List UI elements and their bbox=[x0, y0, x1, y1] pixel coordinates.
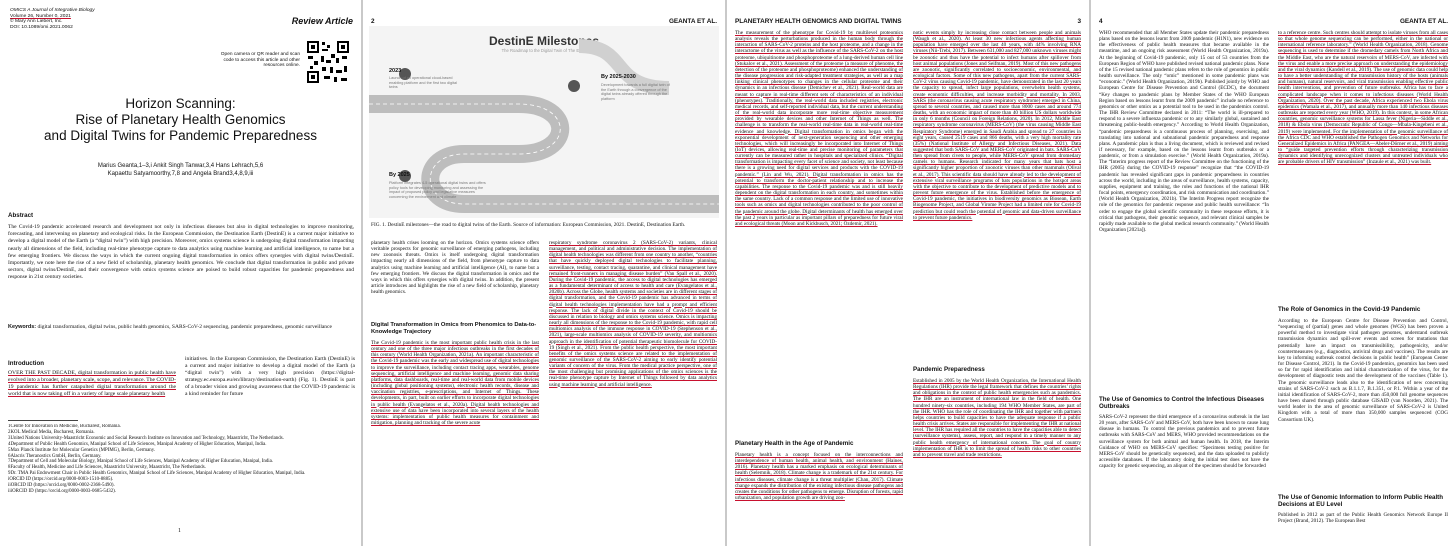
footnote: iiiORCID ID (https://orcid.org/0000-0003-0685-5432). bbox=[8, 488, 117, 494]
intro-left: OVER THE PAST DECADE, digital transformation in public health have evolved into a broader, planetary scale, scope, and relevance. The COVID-19 pandemic has further catapulted digital transformation around the world that is now taking off in a variety of large scale planetary health bbox=[8, 370, 176, 398]
col2b-text: Established in 2005 by the World Health Organization, the International Health Regulations (IHR) provide the legal framework that defines the countries’ rights and obligations in the context of public health emergencies such as pandemics. The IHR are an instrument of international law in the field of health. One hundred ninety-six countries, including 194 WHO Member States, are part of the IHR. WHO has the role of coordinating the IHR and together with partners helps countries to build capacities to have the adequate response if a public health crisis arrives. States are responsible for implementing the IHR at national level. The IHR has required all the countries to have the capacities able to detect (surveillance systems), assess, report, and respond in a timely manner to any public health emergency of international concern. The goal of country implementation of IHR is to limit the spread of health risks to other countries and to prevent travel and trade restrictions. bbox=[913, 378, 1081, 458]
milestone-year: 2023 bbox=[389, 68, 402, 74]
journal-name: OMICS A Journal of Integrative Biology bbox=[10, 8, 95, 13]
running-head: GEANTA ET AL. bbox=[1399, 18, 1448, 25]
milestone-text: Development towards a full digital twin of the Earth through a convergence of the digital twins already offered through the platform bbox=[601, 83, 670, 101]
figure-subtitle: The Roadmap to the Digital Twin of The Earth bbox=[501, 48, 587, 53]
page-number: 2 bbox=[371, 18, 375, 25]
journal-volume: Volume 26, Number 0, 2021 bbox=[10, 13, 71, 19]
footnote: 3United Nations University-Maastricht Economic and Social Research Institute on Innovation and Technology, Maastricht, The Netherlands. bbox=[8, 435, 284, 441]
title-line-2: Rise of Planetary Health Genomics bbox=[75, 112, 286, 127]
section-heading: The Use of Genomic Information to Inform Public Health Decisions at EU Level bbox=[1278, 494, 1444, 508]
figure-1 bbox=[369, 26, 719, 218]
col1b-text: Planetary health is a concept focused on the interconnections and interdependence of human health, animal health, and environment (Haines, 2016). Planetary health has a marked emphasis on ecological determinants of health (Selemnik, 2018). Climate change is a trademark of the 21st century. For infectious diseases, climate change is a threat multiplier (Chan, 2017). Climate change expands the distribution of the existing infectious disease pathogens and creates the conditions for other pathogens to emerge. Disruption of forests, rapid urbanization, and population growth are driving zoo- bbox=[735, 452, 903, 502]
footnote: 7Department of Cell and Molecular Biology, Manipal School of Life Sciences, Manipal Academy of Higher Education, Manipal, India. bbox=[8, 459, 274, 465]
col1b-text: SARS-CoV-2 represent the third emergence of a coronavirus outbreak in the last 20 years, after SARS-CoV and MERS-CoV, both have been known to cause lung disease in humans. To control the previous pandemics and to prevent future outbreaks with SARS-CoV and MERS, WHO provided recommendations on the surveillance system for both animal and human health. In 2018, the Interim Guidance of WHO on MERS-CoV specifies: “Specimens testing positive for MERS-CoV should be genetically sequenced, and the data uploaded to publicly accessible databases. If the laboratory doing the initial test does not have the capacity for genetic sequencing, an aliquot of the specimen should be forwarded bbox=[1099, 414, 1269, 470]
running-head: PLANETARY HEALTH GENOMICS AND DIGITAL TWINS bbox=[735, 18, 902, 25]
journal-info bbox=[10, 8, 95, 30]
title-line-1: Horizon Scanning: bbox=[125, 96, 236, 111]
footnotes bbox=[8, 424, 354, 528]
footnote: 9Dr. TMA Pai Endowment Chair in Public Health Genomics, Manipal School of Life Sciences, Manipal Academy of Higher Education, Manipal, India. bbox=[8, 471, 306, 477]
col1-text: WHO recommended that all Member States update their pandemic preparedness plans based on the lessons learnt from 2009 pandemic (H1N1), new evidence on the effectiveness of public health measures that became available in the meantime, and an ongoing risk assessment (World Health Organization, 2019a). At the beginning of Covid-19 pandemic, only 15 out of 53 countries from the European Region of WHO have published revised national pandemic plans. None of the 15 revised national pandemic plans refers to the role of genomics in public health surveillance. The only “omic” mentioned in some pandemic plans was “economic.” (World Health Organization, 2019b). Published jointly by WHO and European Centre for Disease Prevention and Control (ECDC), the document “Key changes to pandemic plans by Member States of the WHO European Region based on lessons learnt from the 2009 pandemic” include no reference to genomics or other omics as a potential tool to be used in the pandemics control. The IHR Review Committee declared in 2011: “The world is ill-prepared to respond to a severe influenza pandemic or to any similarly global, sustained and threatening public-health emergency.” According to World Health Organization, “pandemic preparedness is a continuous process of planning, exercising, and translating into national and subnational pandemic preparedness and response plans. A pandemic plan is thus a living document, which is reviewed and revised if necessary, for example, based on the lessons learnt from outbreaks or a pandemic, or from a simulation exercise.” (World Health Organization, 2019a). The “Interim progress report of the Review Committee on the functioning of the IHR (2005) during the COVID-19 response” recognize that “the COVID-19 pandemic has revealed significant gaps in pandemic preparedness in countries across the world, including in the areas of surveillance, health systems, capacity, supplies, equipment and training, the roles and functions of the national IHR focal points, emergency coordination, and risk communication and coordination.” (World Health Organization, 2021b). The Interim Progress report recognize the role of the genomics for pandemic response and public health surveillance: “In order to engage the global scientific community in these response efforts, it is critical that pathogens, their genomic sequence, and relevant clinical samples be rapidly made available to the global medical research community.” (World Health Organization [2021a]). bbox=[1099, 30, 1269, 233]
col1-text: The measurement of the phenotype for Covid-19 by multilevel proteomics analysis reveals the perturbations produced in the human body through the interaction of SARS-CoV-2 proteins and the host proteome, and a change in the interactome of the virus as well as the influence of the SARS-CoV-2 on the host proteome, ubiquitinome and phosphoproteome of a lung-derived human cell line (Stukalov et al., 2021). Assessment of the proteome (a measure of phenome, the detection of the proteome and phosphoproteome) enhanced the understanding of the disease progression and risk-adapted treatment strategies, as well as a map linking clinical phenotypes to changes in the cellular proteome and their dynamics in an infectious disease (Demichev et al., 2021). Real-world data are meant to capture in real-time different sets of characteristics of an individual (phenotypes). Traditionally, the real-world data included registries, electronic medical records, and self-reported individual data, but the current understanding of the real-world data incorporate more real-time objective measurement provided by wearable devices and other Internet of Things as well. The challenge is to transform the real-world real-time data in real-world real-time evidence and knowledge. Digital transformation in omics began with the exponential development of next-generation sequencing and other emerging technologies, which will increasingly be incorporated into Internet of Things (IoT) devices, allowing real-time and precise monitoring of parameters that currently can be measured rather in hospitals and specialized clinics. “Digital transformation is impacting every facet of science and society, not least because there is a growing need for digital services and products with the COVID-19 pandemic.” (Lin and Wu, 2021). Digital transformation in omics has the potential to transform the doctor-patient relationship and to increase the capabilities. The response to the Covid-19 pandemic was and is still heavily dependent on the digital transformation in each country, and sometimes within the same country. Lack of a common response and the limited use of innovative tools such as omics and digital technologies contributed to the poor control of the pandemic around the globe. Digital determinants of health has emerged over the past 2 years in particular as important pillars of preparedness for future viral and ecological threats (Moon and Kickbusch, 2021; Özdemir, 2021). bbox=[735, 30, 903, 227]
section-heading: Planetary Health in the Age of Pandemic bbox=[735, 440, 854, 447]
footnote: 8Faculty of Health, Medicine and Life Sciences, Maastricht University, Maastricht, The Netherlands. bbox=[8, 465, 206, 471]
authors-line-2: Kapaettu Satyamoorthy,7,8 and Angela Brand3,4,8,9,iii bbox=[107, 171, 254, 177]
page-4 bbox=[1091, 0, 1456, 546]
page-number: 3 bbox=[1077, 18, 1081, 25]
footnote: iiORCID ID (https://orcid.org/0000-0002-2368-5490). bbox=[8, 483, 115, 489]
journal-copyright: © Mary Ann Liebert, Inc. bbox=[10, 19, 63, 25]
qr-code[interactable] bbox=[306, 40, 350, 84]
keywords bbox=[8, 324, 354, 331]
col2c-text: Published in 2012 as part of the Public Health Genomics Network Europe II Project (Brand, 2012). The European Best bbox=[1278, 512, 1448, 525]
page-number: 1 bbox=[178, 528, 181, 534]
authors-line-1: Marius Geanta,1–3,i Ankit Singh Tanwar,3,4 Hans Lehrach,5,6 bbox=[97, 163, 264, 169]
col1-text: planetary health crises looming on the horizon. Omics systems science offers veritable prospects for genomic surveillance of emerging pathogens, including new zoonosis threats. Omics is itself undergoing digital transformation impacting nearly all dimensions of the field, from phenotype capture to data analytics using machine learning and artificial intelligence (AI), to name but a few emerging frontiers. We discuss the digital transformation in omics and the ways in which this offers synergies with digital twins. In addition, the present article introduces and highlights the rise of a new field of scholarship, planetary health genomics. bbox=[371, 240, 539, 296]
col1b-text: The Covid-19 pandemic is the most important public health crisis in the last century and one of the three major infectious outbreaks in the first decades of this century (World Health Organization, 2021a). An important characteristic of the Covid-19 pandemic was the early and widespread use of digital technologies to improve the surveillance, including contact tracing apps, wearables, genome sequencing, artificial intelligence and machine learning, genomic data sharing platforms, data dashboards, real-time and real-world data from mobile devices (including global positioning systems), electronic health records, disease and vaccination registries, e-prescriptions, and Internet of Things. These developments, in part, built on earlier efforts to incorporate digital technologies in public health (Evangelatos et al., 2020a). Digital health technologies and extensive use of data have been incorporated into several layers of the health systems: implementation of public health measures for containment and mitigation, planning and tracking of the severe acute bbox=[371, 340, 539, 427]
section-heading: Pandemic Preparedness bbox=[913, 366, 985, 373]
abstract-text: The Covid-19 pandemic accelerated research and development not only in infectious diseases but also in digital technologies to improve monitoring, forecasting, and intervening on planetary and ecological risks. In the European Commission, the Destination Earth (DestinE) is a current major initiative to develop a digital model of the Earth (a “digital twin”) with high precision. Moreover, omics systems science is undergoing digital transformation impacting nearly all dimensions of the field, including real-time phenotype capture to data analytics using machine learning and artificial intelligence, to name but a few emerging frontiers. We discuss the ways in which the current ongoing digital transformation in omics offers synergies with digital twins/DestinE. Importantly, we note here the rise of a new field of scholarship, planetary health genomics. We conclude that digital transformation in public and private sectors, digital twins/DestinE, and their convergence with omics systems science are poised to build robust capacities for pandemic preparedness and response in 21st century societies. bbox=[8, 224, 354, 281]
intro-heading: Introduction bbox=[8, 360, 45, 367]
figure-title: DestinE Milestones bbox=[488, 34, 600, 48]
article-type: Review Article bbox=[291, 16, 353, 26]
keywords-label: Keywords: bbox=[8, 324, 37, 330]
footnote: 4Department of Public Health Genomics, Manipal School of Life Sciences, Manipal Academy of Higher Education, Manipal, India. bbox=[8, 441, 267, 447]
page-1 bbox=[0, 0, 361, 546]
abstract-heading: Abstract bbox=[8, 212, 34, 219]
milestone-year: By 2025 bbox=[389, 172, 410, 178]
page-number: 4 bbox=[1099, 18, 1103, 25]
intro-right: initiatives. In the European Commission, the Destination Earth (DestinE) is a current and major initiative to develop a digital model of the Earth (a “digital twin”) with a very high precision (https://digital-strategy.ec.europa.eu/en/library/destination-earth) (Fig. 1). DestinE is part of a broader vision and growing awareness that the COVID-19 pandemic is a kind reminder for future bbox=[185, 356, 355, 398]
col2b-text: According to the European Centre for Disease Prevention and Control, “sequencing of (partial) genes and whole genomes (WGS) has been proven a powerful method to investigate viral pathogen genomes, understand outbreak transmission dynamics and spill-over events and screen for mutations that potentially have an impact on transmissibility, pathogenicity, and/or countermeasures (e.g., diagnostics, antiviral drugs and vaccines). The results are key to informing outbreak control decisions in public health” (European Center for Disease Control, 2021). In the Covid-19 pandemics, genomics has been used so far for rapid identification and initial characterization of the virus, for the development of diagnostic tests and the development of the vaccines (Table 1). The genomic surveillance leads also to the identification of new concerning strains of SARS-CoV-2 such as B.1.1.7, B.1.351, or P.1. Within a year of the initial identification of SARS-CoV-2, more than 450,000 full genome sequences have been shared through public database GISAID (van Noorden, 2021). The world leader in the area of genomic surveillance of SARS-CoV-2 is United Kingdom with a total of more than 350,000 samples sequenced (COG Consortium UK). bbox=[1278, 318, 1448, 423]
footnote: 1Centre for Innovation in Medicine, Bucharest, Romania. bbox=[8, 424, 121, 429]
col2-text: respiratory syndrome coronavirus 2 (SARS-CoV-2) variants, clinical management, and political and administrative decision. The implementation of digital health technologies was different from one country to another, “countries that have quickly deployed digital technologies to facilitate planning, surveillance, testing, contact tracing, quarantine, and clinical management have remained front-runners in managing disease burden” (Van Spall et al., 2020). During the Covid-19 pandemic, the access to digital technologies has emerged as a fundamental determinant of access to health and care (Evangelatos et al., 2020b). Across the Globe, health systems and societies are in different stages of digital transformation, and the Covid-19 pandemic has advanced in terms of digital health technologies implementation have had a prompt and efficient response. The lack of digital divide in the context of Covid-19 should be discussed in relation to biology and omics systems science. Omics is impacting nearly all dimensions of the response to the Covid-19 pandemic, with rapid cell multiomics analysis of the immune response in COVID-19 (Stephenson et al., 2021), large-scale multiomics analysis of COVID-19 severity, and multiomics approach in the identification of potential therapeutic biomolecule for COVID-19 (Singh et al., 2021). From the public health perspective, the most important benefits of the omics systems science are related to the implementation of genomic surveillance of the SARS-CoV-2 aiming to early identify potential variants of concern of the virus. From the medical practice perspective, one of the most challenging but promising applications of the omics sciences is the real-time phenotype capture by Internet of Things followed by data analytics using machine learning and artificial intelligence. bbox=[549, 240, 717, 388]
milestone-year: By 2025-2030 bbox=[601, 74, 636, 80]
section-heading: The Role of Genomics in the Covid-19 Pandemic bbox=[1278, 306, 1421, 313]
journal-doi: DOI: 10.1089/omi.2021.0062 bbox=[10, 24, 73, 30]
page-2 bbox=[363, 0, 725, 546]
col2-text: notic events simply by increasing close contact between people and animals (Waugh et al., 2020). At least 30 new infectious agents affecting human population have emerged over the last 40 years, with 44% involving RNA viruses (Nii-Trebi, 2017). Between 631,000 and 827,000 unknown viruses might be zoonotic and thus have the potential to infect humans after spillover from host animal populations (Jones and Seifman, 2019). Most of this new pathogens are zoonotic, significantly correlated to socioeconomic, environmental, and ecological factors. Some of this new pathogens, apart from the current SARS-CoV-2 virus causing Covid-19 pandemic, have demonstrated in the last 20 years the capacity to spread, infect large populations, overwhelm health systems, create economic difficulties, and increase morbidity and mortality. In 2003, SARS (the coronavirus causing acute respiratory syndrome) emerged in China, spread to several countries, and caused more than 8000 cases and around 774 deaths, with an economic impact of more than 40 billion US dollars worldwide in only 6 months (Council on Foreign Relations, 2020). In 2012, Middle East respiratory syndrome coronavirus (MERS-CoV) (the virus causing Middle East Respiratory Syndrome) emerged in Saudi Arabia and spread to 27 countries in eight years, caused 2519 cases and 866 deaths, with a very high mortality rate (35%) (National Institute of Allergy and Infectious Diseases, 2021). Data suggested that both SARS-CoV and MERS-CoV originated in bats. SARS-CoV then spread from civets to people, while MERS-CoV spread from dromedary camels to humans. Research indicated for many years that bats host a significantly higher proportion of zoonotic viruses than other mammals (Olival et al., 2017). This scientific data should have already led to the development of extensive viral surveillance programs of bats populations in the hotspot areas with the objective to contribute to the development of predictive models and to prevent future emergence of the virus. Established before the emergence of Covid-19 pandemic, the initiatives in biodiversity genomics as Biosean, Earth Biogenome Project, and Global Virome Project had a limited role for Covid-19 prediction but could reach the potential of genomic and data-driven surveillance to prevent future pandemics. bbox=[913, 30, 1081, 221]
footnote: 2KOL Medical Media, Bucharest, Romania. bbox=[8, 429, 95, 435]
article-title bbox=[0, 96, 361, 144]
page-3 bbox=[727, 0, 1089, 546]
milestone-text: Platform integrates 4-5 operational digital twins and offers policy tools for developing monitoring and assessing the impact of proposed policy and legislative measures concerning the environment and climate bbox=[389, 181, 486, 199]
qr-code-icon bbox=[306, 40, 350, 84]
col2-text: to a reference centre. Such centres should attempt to isolate viruses from all cases so that whole genome sequencing can be performed, either in the national or international reference laboratory.” (World Health Organization, 2018). Genome sequencing is used to determine if the dromedary camels from North Africa and the Middle East, who are the natural reservoirs of MERS-CoV, are infected with the virus and enable a more precise approach on understanding the epidemiology and the viral dynamics (Kandeil et al., 2019). The use of genomic data could help to have a better understanding of the transmission history of the hosts (animals and humans), natural reservoirs, and viral transmission enabling effective public health interventions, and prevention of future outbreaks. Africa has to face a complicated landscape when it comes to infectious diseases (World Health Organization, 2020). Over the past decade, Africa experienced two Ebola virus epidemics (Wamala et al., 2017), and annually more than 140 infectious diseases outbreaks are reported every year (WHO, 2019). In this context, in some African countries, genomic surveillance systems for Lassa fever (Nigeria—Siddle et al., 2018) & Ebola virus (Democratic Republic of Congo—Mbala-Kingebeni et al., 2019) were implemented. For the implementation of the genomic surveillance of the Africa CDC and WHO established the Pathogen Genomics and Networks for Generalized Epidemics in Africa (PANGEA—Abeler-Dörner et al., 2019) aiming to “guide targeted prevention efforts through characterizing transmission dynamics and identifying unrecognized clusters and untreated individuals who are probable drivers of HIV transmission” (Inzaule et al., 2021) was built. bbox=[1278, 30, 1448, 166]
milestone-text: Launch of an operational cloud-based enabling platform and the first two digital twins bbox=[389, 76, 457, 90]
footnote-rule bbox=[8, 420, 78, 421]
qr-text: Open camera or QR reader and scan code to access this article and other resources online. bbox=[220, 52, 300, 68]
authors bbox=[0, 162, 361, 178]
title-line-3: and Digital Twins for Pandemic Preparedness bbox=[44, 128, 317, 143]
section-heading: Digital Transformation in Omics from Phenomics to Data-to-Knowledge Trajectory bbox=[371, 322, 537, 335]
figure-caption: FIG. 1. DestinE milestones—the road to digital twins of the Earth. Source of information: European Commission, 2021. DestinE, Destination Earth. bbox=[371, 222, 686, 228]
keywords-text: digital transformation, digital twins, public health genomics, SARS-CoV-2 sequencing, pandemic preparedness, genomic surveillance bbox=[37, 324, 332, 330]
footnote: iORCID ID (https://orcid.org/0000-0003-1510-8885). bbox=[8, 477, 114, 483]
footnote: 6Alacris Theranostics GmbH, Berlin, Germany. bbox=[8, 453, 102, 459]
section-heading: The Use of Genomics to Control the Infectious Diseases Outbreaks bbox=[1099, 396, 1265, 410]
running-head: GEANTA ET AL. bbox=[668, 18, 717, 25]
footnote: 5Max Planck Institute for Molecular Genetics (MPIMG), Berlin, Germany. bbox=[8, 447, 156, 453]
